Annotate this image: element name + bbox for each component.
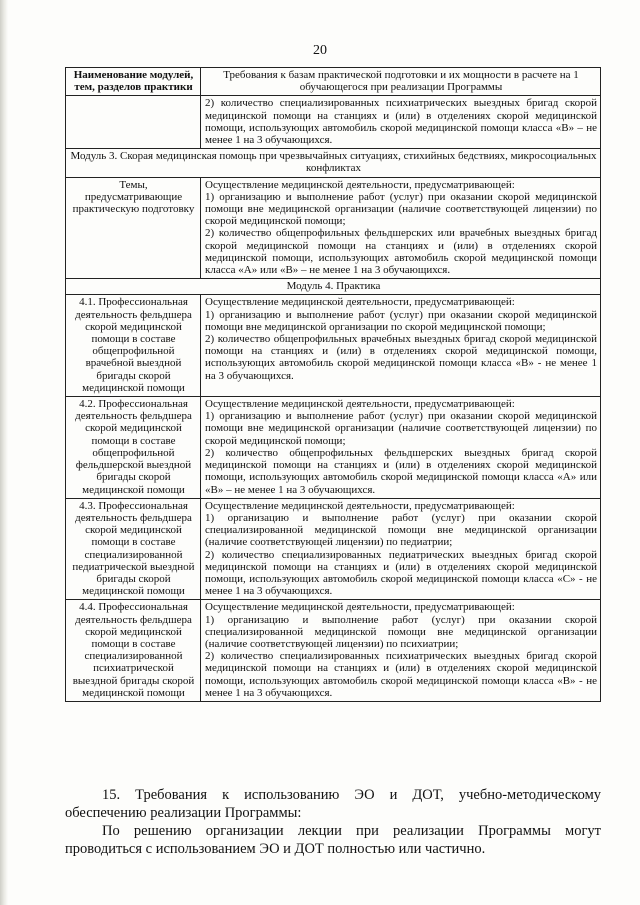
requirement-line: 1) организацию и выполнение работ (услуг) при оказании скорой медицинской помощи вне медицинской организации (наличие соответствующей лицензии) по скорой медицинской помощи;	[205, 190, 597, 228]
table-row	[66, 600, 601, 702]
header-requirements-column: Требования к базам практической подготовки и их мощности в расчете на 1 обучающегося при реализации Программы	[201, 68, 601, 96]
requirement-line: 2) количество общепрофильных фельдшерских выездных бригад скорой медицинской помощи на станциях и (или) в отделениях скорой медицинской помощи, использующих автомобиль скорой медицинской помощи класса «А» или «В» – не менее 1 на 3 обучающихся.	[205, 446, 597, 496]
module-3-title-row	[66, 149, 601, 177]
requirement-line: 2) количество общепрофильных врачебных выездных бригад скорой медицинской помощи на станциях и (или) в отделениях скорой медицинской помощи, использующих автомобиль скорой медицинской помощи класса «В» - не менее 1 на 3 обучающихся.	[205, 333, 597, 382]
table-row	[66, 96, 601, 149]
row-title: 4.1. Профессиональная деятельность фельдшера скорой медицинской помощи в составе общепрофильной врачебной выездной бригады скорой медицинской помощи	[66, 295, 201, 397]
requirement-line: 1) организацию и выполнение работ (услуг) при оказании скорой медицинской помощи вне медицинской организации (наличие соответствующей лицензии) по скорой медицинской помощи;	[205, 410, 597, 447]
section-15-text: По решению организации лекции при реализации Программы могут проводиться с использованием ЭО и ДОТ полностью или частично.	[65, 823, 601, 857]
section-15-heading: 15. Требования к использованию ЭО и ДОТ, учебно-методическому обеспечению реализации Программы:	[65, 787, 601, 821]
module-4-title: Модуль 4. Практика	[66, 279, 601, 295]
row-title: 4.3. Профессиональная деятельность фельдшера скорой медицинской помощи в составе специализированной педиатрической выездной бригады скорой медицинской помощи	[66, 498, 201, 600]
requirement-line: Осуществление медицинской деятельности, предусматривающей:	[205, 296, 515, 309]
table-row	[66, 295, 601, 397]
page-number: 20	[313, 43, 327, 58]
table-row	[66, 177, 601, 279]
row-requirements	[201, 177, 601, 279]
requirement-line: 2) количество общепрофильных фельдшерских или врачебных выездных бригад скорой медицинской помощи на станциях и (или) в отделениях скорой медицинской помощи, использующих автомобиль скорой медицинской помощи класса «А» или «В» – не менее 1 на 3 обучающихся.	[205, 227, 597, 277]
table-header-row	[66, 68, 601, 96]
requirement-line: 2) количество специализированных педиатрических выездных бригад скорой медицинской помощи на станциях и (или) в отделениях скорой медицинской помощи, использующих автомобиль скорой медицинской помощи класса «С» - не менее 1 на 3 обучающихся.	[205, 548, 597, 598]
requirement-line: 2) количество специализированных психиатрических выездных бригад скорой медицинской помощи на станциях и (или) в отделениях скорой медицинской помощи, использующих автомобиль скорой медицинской помощи класса «В» - не менее 1 на 3 обучающихся.	[205, 650, 597, 699]
requirement-line: Осуществление медицинской деятельности, предусматривающей:	[205, 398, 515, 411]
requirement-line: Осуществление медицинской деятельности, предусматривающей:	[205, 499, 515, 512]
module-3-rows	[66, 177, 601, 279]
scan-edge	[0, 0, 8, 905]
header-modules-column: Наименование модулей, тем, разделов практики	[66, 68, 201, 96]
requirement-line: Осуществление медицинской деятельности, предусматривающей:	[205, 601, 515, 614]
row-requirements	[201, 600, 601, 702]
requirement-line: 1) организацию и выполнение работ (услуг) при оказании скорой специализированной медицинской помощи вне медицинской организации (наличие соответствующей лицензии) по психиатрии;	[205, 613, 597, 650]
continuation-cell: 2) количество специализированных психиатрических выездных бригад скорой медицинской помощи на станциях и (или) в отделениях скорой медицинской помощи, использующих автомобиль скорой медицинской помощи класса «В» – не менее 1 на 3 обучающихся.	[201, 96, 601, 149]
practice-requirements-table	[65, 67, 601, 702]
row-title: 4.2. Профессиональная деятельность фельдшера скорой медицинской помощи в составе общепрофильной фельдшерской выездной бригады скорой медицинской помощи	[66, 397, 201, 499]
row-title: Темы, предусматривающие практическую подготовку	[66, 177, 201, 279]
table-row	[66, 397, 601, 499]
module-4-rows	[66, 295, 601, 702]
module-4-title-row	[66, 279, 601, 295]
requirement-line: Осуществление медицинской деятельности, предусматривающей:	[205, 178, 515, 191]
requirement-line: 1) организацию и выполнение работ (услуг) при оказании скорой медицинской помощи вне медицинской организации по скорой медицинской помощи;	[205, 308, 597, 333]
row-title: 4.4. Профессиональная деятельность фельдшера скорой медицинской помощи в составе специализированной психиатрической выездной бригады скорой медицинской помощи	[66, 600, 201, 702]
row-requirements	[201, 295, 601, 397]
row-requirements	[201, 397, 601, 499]
module-3-title: Модуль 3. Скорая медицинская помощь при чрезвычайных ситуациях, стихийных бедствиях, микросоциальных конфликтах	[66, 149, 601, 177]
requirement-line: 1) организацию и выполнение работ (услуг) при оказании скорой специализированной медицинской помощи вне медицинской организации (наличие соответствующей лицензии) по педиатрии;	[205, 511, 597, 549]
table-row	[66, 498, 601, 600]
row-requirements	[201, 498, 601, 600]
